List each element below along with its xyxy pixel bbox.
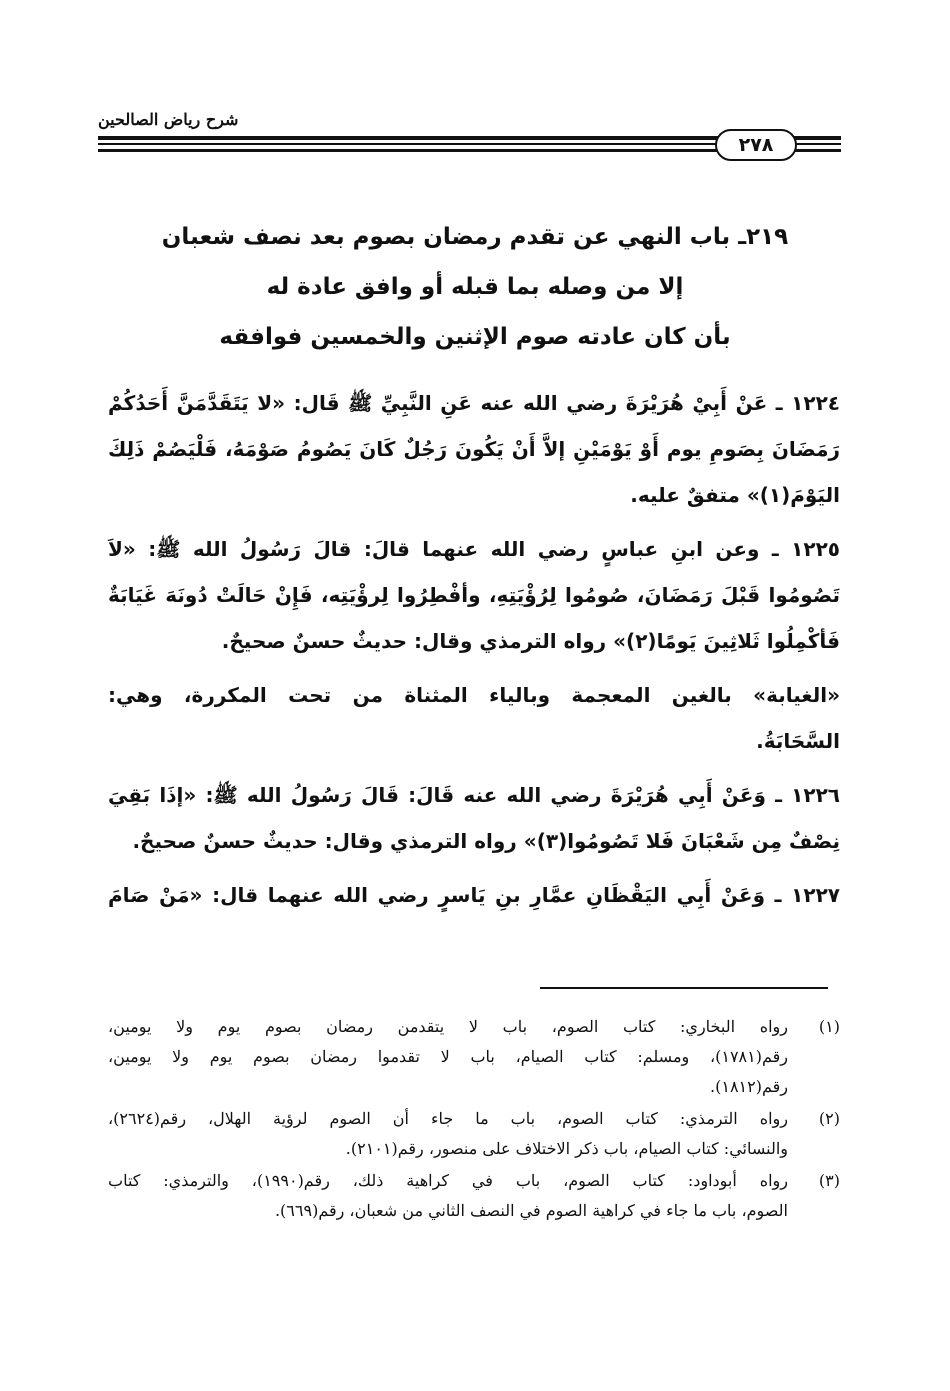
text-line: فَأكْمِلُوا ثَلاثِينَ يَومًا(٢)» رواه الترمذي وقال: حديثٌ حسنٌ صحيحٌ. bbox=[221, 629, 840, 653]
footnote-line: والنسائي: كتاب الصيام، باب ذكر الاختلاف على منصور، رقم(٢١٠١). bbox=[345, 1139, 788, 1158]
running-header-title: شرح رياض الصالحين bbox=[98, 110, 239, 129]
footnote-line: رواه الترمذي: كتاب الصوم، باب ما جاء أن الصوم لرؤية الهلال، رقم(٢٦٢٤)، bbox=[108, 1109, 788, 1128]
text-line: «الغيابة» بالغين المعجمة وبالياء المثناة من تحت المكررة، وهي: bbox=[108, 683, 840, 707]
main-text bbox=[108, 380, 840, 918]
footnote-separator bbox=[540, 987, 828, 989]
footnotes bbox=[108, 1012, 840, 1228]
footnote-3 bbox=[108, 1166, 840, 1226]
chapter-title-line: بأن كان عادته صوم الإثنين والخمسين فوافقه bbox=[219, 324, 731, 350]
text-line: ١٢٢٤ ـ عَنْ أَبِيْ هُرَيْرَةَ رضي الله عنه عَنِ النَّبِيِّ ﷺ قَال: «لا يَتَقَدَّمَنَّ أَحَدُكُمْ bbox=[108, 391, 840, 415]
footnote-line: رواه البخاري: كتاب الصوم، باب لا يتقدمن رمضان بصوم يوم ولا يومين، bbox=[108, 1017, 788, 1036]
glossary-paragraph bbox=[108, 672, 840, 764]
footnote-number: (٢) bbox=[818, 1109, 840, 1128]
footnote-1 bbox=[108, 1012, 840, 1102]
text-line: نِصْفٌ مِن شَعْبَانَ فَلا تَصُومُوا(٣)» رواه الترمذي وقال: حديثٌ حسنٌ صحيحٌ. bbox=[132, 829, 840, 853]
chapter-title-line: ٢١٩ـ باب النهي عن تقدم رمضان بصوم بعد نصف شعبان bbox=[161, 224, 789, 250]
text-line: تَصُومُوا قَبْلَ رَمَضَانَ، صُومُوا لِرُؤْيَتِهِ، وأفْطِرُوا لِرؤْيَتِه، فَإِنْ حَالَتْ دُونَهَ غَيَابَةٌ bbox=[108, 583, 840, 607]
hadith-paragraph-1226 bbox=[108, 772, 840, 864]
footnote-line: الصوم، باب ما جاء في كراهية الصوم في النصف الثاني من شعبان، رقم(٦٦٩). bbox=[274, 1201, 788, 1220]
footnote-number: (١) bbox=[818, 1017, 840, 1036]
footnote-line: رقم(١٨١٢). bbox=[710, 1077, 788, 1096]
footnote-line: رقم(١٧٨١)، ومسلم: كتاب الصيام، باب لا تقدموا رمضان بصوم يوم ولا يومين، bbox=[108, 1047, 788, 1066]
hadith-paragraph-1224 bbox=[108, 380, 840, 518]
text-line: ١٢٢٥ ـ وعن ابنِ عباسٍ رضي الله عنهما قالَ: قالَ رَسُولُ الله ﷺ: «لاَ bbox=[108, 537, 840, 561]
text-line: اليَوْمَ(١)» متفقٌ عليه. bbox=[630, 483, 840, 507]
footnote-2 bbox=[108, 1104, 840, 1164]
chapter-title-line: إلا من وصله بما قبله أو وافق عادة له bbox=[266, 274, 684, 300]
hadith-paragraph-1225 bbox=[108, 526, 840, 664]
page-number-badge: ٢٧٨ bbox=[715, 129, 797, 161]
chapter-title bbox=[110, 212, 840, 362]
footnote-number: (٣) bbox=[818, 1171, 840, 1190]
hadith-paragraph-1227 bbox=[108, 872, 840, 918]
text-line: ١٢٢٧ ـ وَعَنْ أَبِي اليَقْظَانِ عمَّارِ بنِ يَاسرٍ رضي الله عنهما قال: «مَنْ صَامَ bbox=[108, 883, 840, 907]
text-line: السَّحَابَةُ. bbox=[756, 729, 840, 753]
text-line: رَمَضَانَ بِصَومِ يوم أَوْ يَوْمَيْنِ إلاَّ أَنْ يَكُونَ رَجُلٌ كَانَ يَصُومُ صَوْمَهُ، فَلْيَصُمْ ذَلِكَ bbox=[108, 437, 840, 461]
footnote-line: رواه أبوداود: كتاب الصوم، باب في كراهية ذلك، رقم(١٩٩٠)، والترمذي: كتاب bbox=[108, 1171, 788, 1190]
text-line: ١٢٢٦ ـ وَعَنْ أَبِي هُرَيْرَةَ رضي الله عنه قَالَ: قَالَ رَسُولُ الله ﷺ: «إذَا بَقِيَ bbox=[108, 783, 840, 807]
